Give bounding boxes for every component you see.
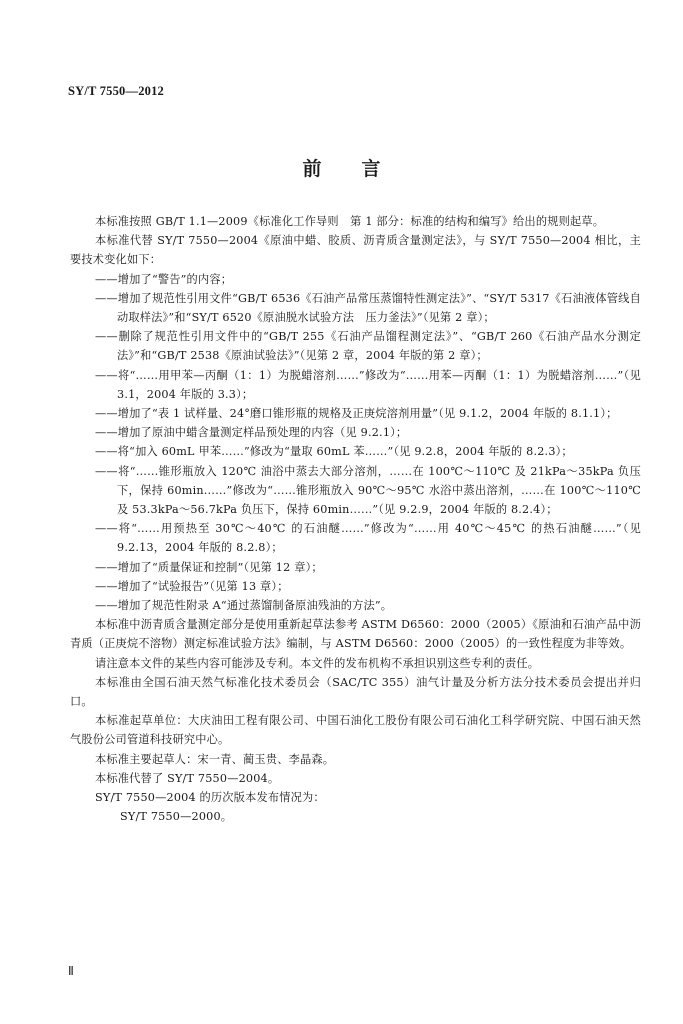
paragraph: 本标准代替了 SY/T 7550—2004。: [95, 771, 280, 785]
paragraph: 本标准代替 SY/T 7550—2004《原油中蜡、胶质、沥青质含量测定法》，与 SY/T 7550—2004 相比，主要技术变化如下：: [70, 234, 641, 267]
paragraph: SY/T 7550—2004 的历次版本发布情况为：: [95, 791, 325, 805]
change-list-item: ——增加了规范性附录 A“通过蒸馏制备原油残油的方法”。: [95, 599, 393, 613]
change-list-item: ——将“加入 60mL 甲苯……”修改为“量取 60mL 苯……”（见 9.2.8，2004 年版的 8.2.3）；: [95, 445, 573, 459]
paragraph: SY/T 7550—2000。: [120, 810, 233, 824]
change-list-item: ——将“……用甲苯—丙酮（1：1）为脱蜡溶剂……”修改为“……用苯—丙酮（1：1）为脱蜡溶剂……”（见 3.1，2004 年版的 3.3）；: [95, 368, 641, 401]
paragraph: 本标准起草单位：大庆油田工程有限公司、中国石油化工股份有限公司石油化工科学研究院、中国石油天然气股份公司管道科技研究中心。: [70, 714, 641, 747]
paragraph: 本标准中沥青质含量测定部分是使用重新起草法参考 ASTM D6560：2000（2005）《原油和石油产品中沥青质（正庚烷不溶物）测定标准试验方法》编制，与 ASTM D6560：2000（2005）的一致性程度为非等效。: [70, 618, 641, 651]
page-number: Ⅱ: [68, 964, 74, 978]
change-list-item: ——增加了“试验报告”（见第 13 章）；: [95, 579, 289, 593]
change-list-item: ——增加了“质量保证和控制”（见第 12 章）；: [95, 560, 323, 574]
change-list-item: ——增加了“表 1 试样量、24°磨口锥形瓶的规格及正庚烷溶剂用量”（见 9.1.2，2004 年版的 8.1.1）；: [95, 407, 618, 421]
page-title: [0, 154, 683, 181]
change-list-item: ——删除了规范性引用文件中的“GB/T 255《石油产品馏程测定法》”、“GB/T 260《石油产品水分测定法》”和“GB/T 2538《原油试验法》”（见第 2 章，2004 年版的第 2 章）；: [95, 330, 641, 363]
paragraph: 本标准由全国石油天然气标准化技术委员会（SAC/TC 355）油气计量及分析方法分技术委员会提出并归口。: [70, 675, 641, 709]
change-list-item: ——增加了原油中蜡含量测定样品预处理的内容（见 9.2.1）；: [95, 426, 408, 440]
title-char-2: 言: [361, 158, 381, 180]
paragraph: 本标准按照 GB/T 1.1—2009《标准化工作导则 第 1 部分：标准的结构和编写》给出的规则起草。: [95, 215, 605, 228]
paragraph: 请注意本文件的某些内容可能涉及专利。本文件的发布机构不承担识别这些专利的责任。: [95, 656, 540, 670]
paragraph: 本标准主要起草人：宋一青、蔺玉贵、李晶森。: [95, 752, 335, 766]
change-list-item: ——增加了“警告”的内容；: [95, 272, 233, 286]
change-list-item: ——将“……用预热至 30℃～40℃ 的石油醚……”修改为“……用 40℃～45℃ 的热石油醚……”（见 9.2.13，2004 年版的 8.2.8）；: [95, 522, 641, 555]
change-list-item: ——增加了规范性引用文件“GB/T 6536《石油产品常压蒸馏特性测定法》”、“SY/T 5317《石油液体管线自动取样法》”和“SY/T 6520《原油脱水试验方法 压力釜法》”（见第 2 章）；: [95, 291, 641, 325]
document-id: SY/T 7550—2012: [68, 84, 164, 98]
title-char-1: 前: [302, 158, 322, 180]
document-body: [70, 212, 641, 827]
change-list-item: ——将“……锥形瓶放入 120℃ 油浴中蒸去大部分溶剂，……在 100℃～110℃ 及 21kPa～35kPa 负压下，保持 60min……”修改为“……锥形瓶放入 90℃～95℃ 水浴中蒸出溶剂，……在 100℃～110℃ 及 53.3kPa～56.7kPa 负压下，保持 60min……”（见 9.2.9，2004 年版的 8.2.4）；: [95, 464, 641, 517]
